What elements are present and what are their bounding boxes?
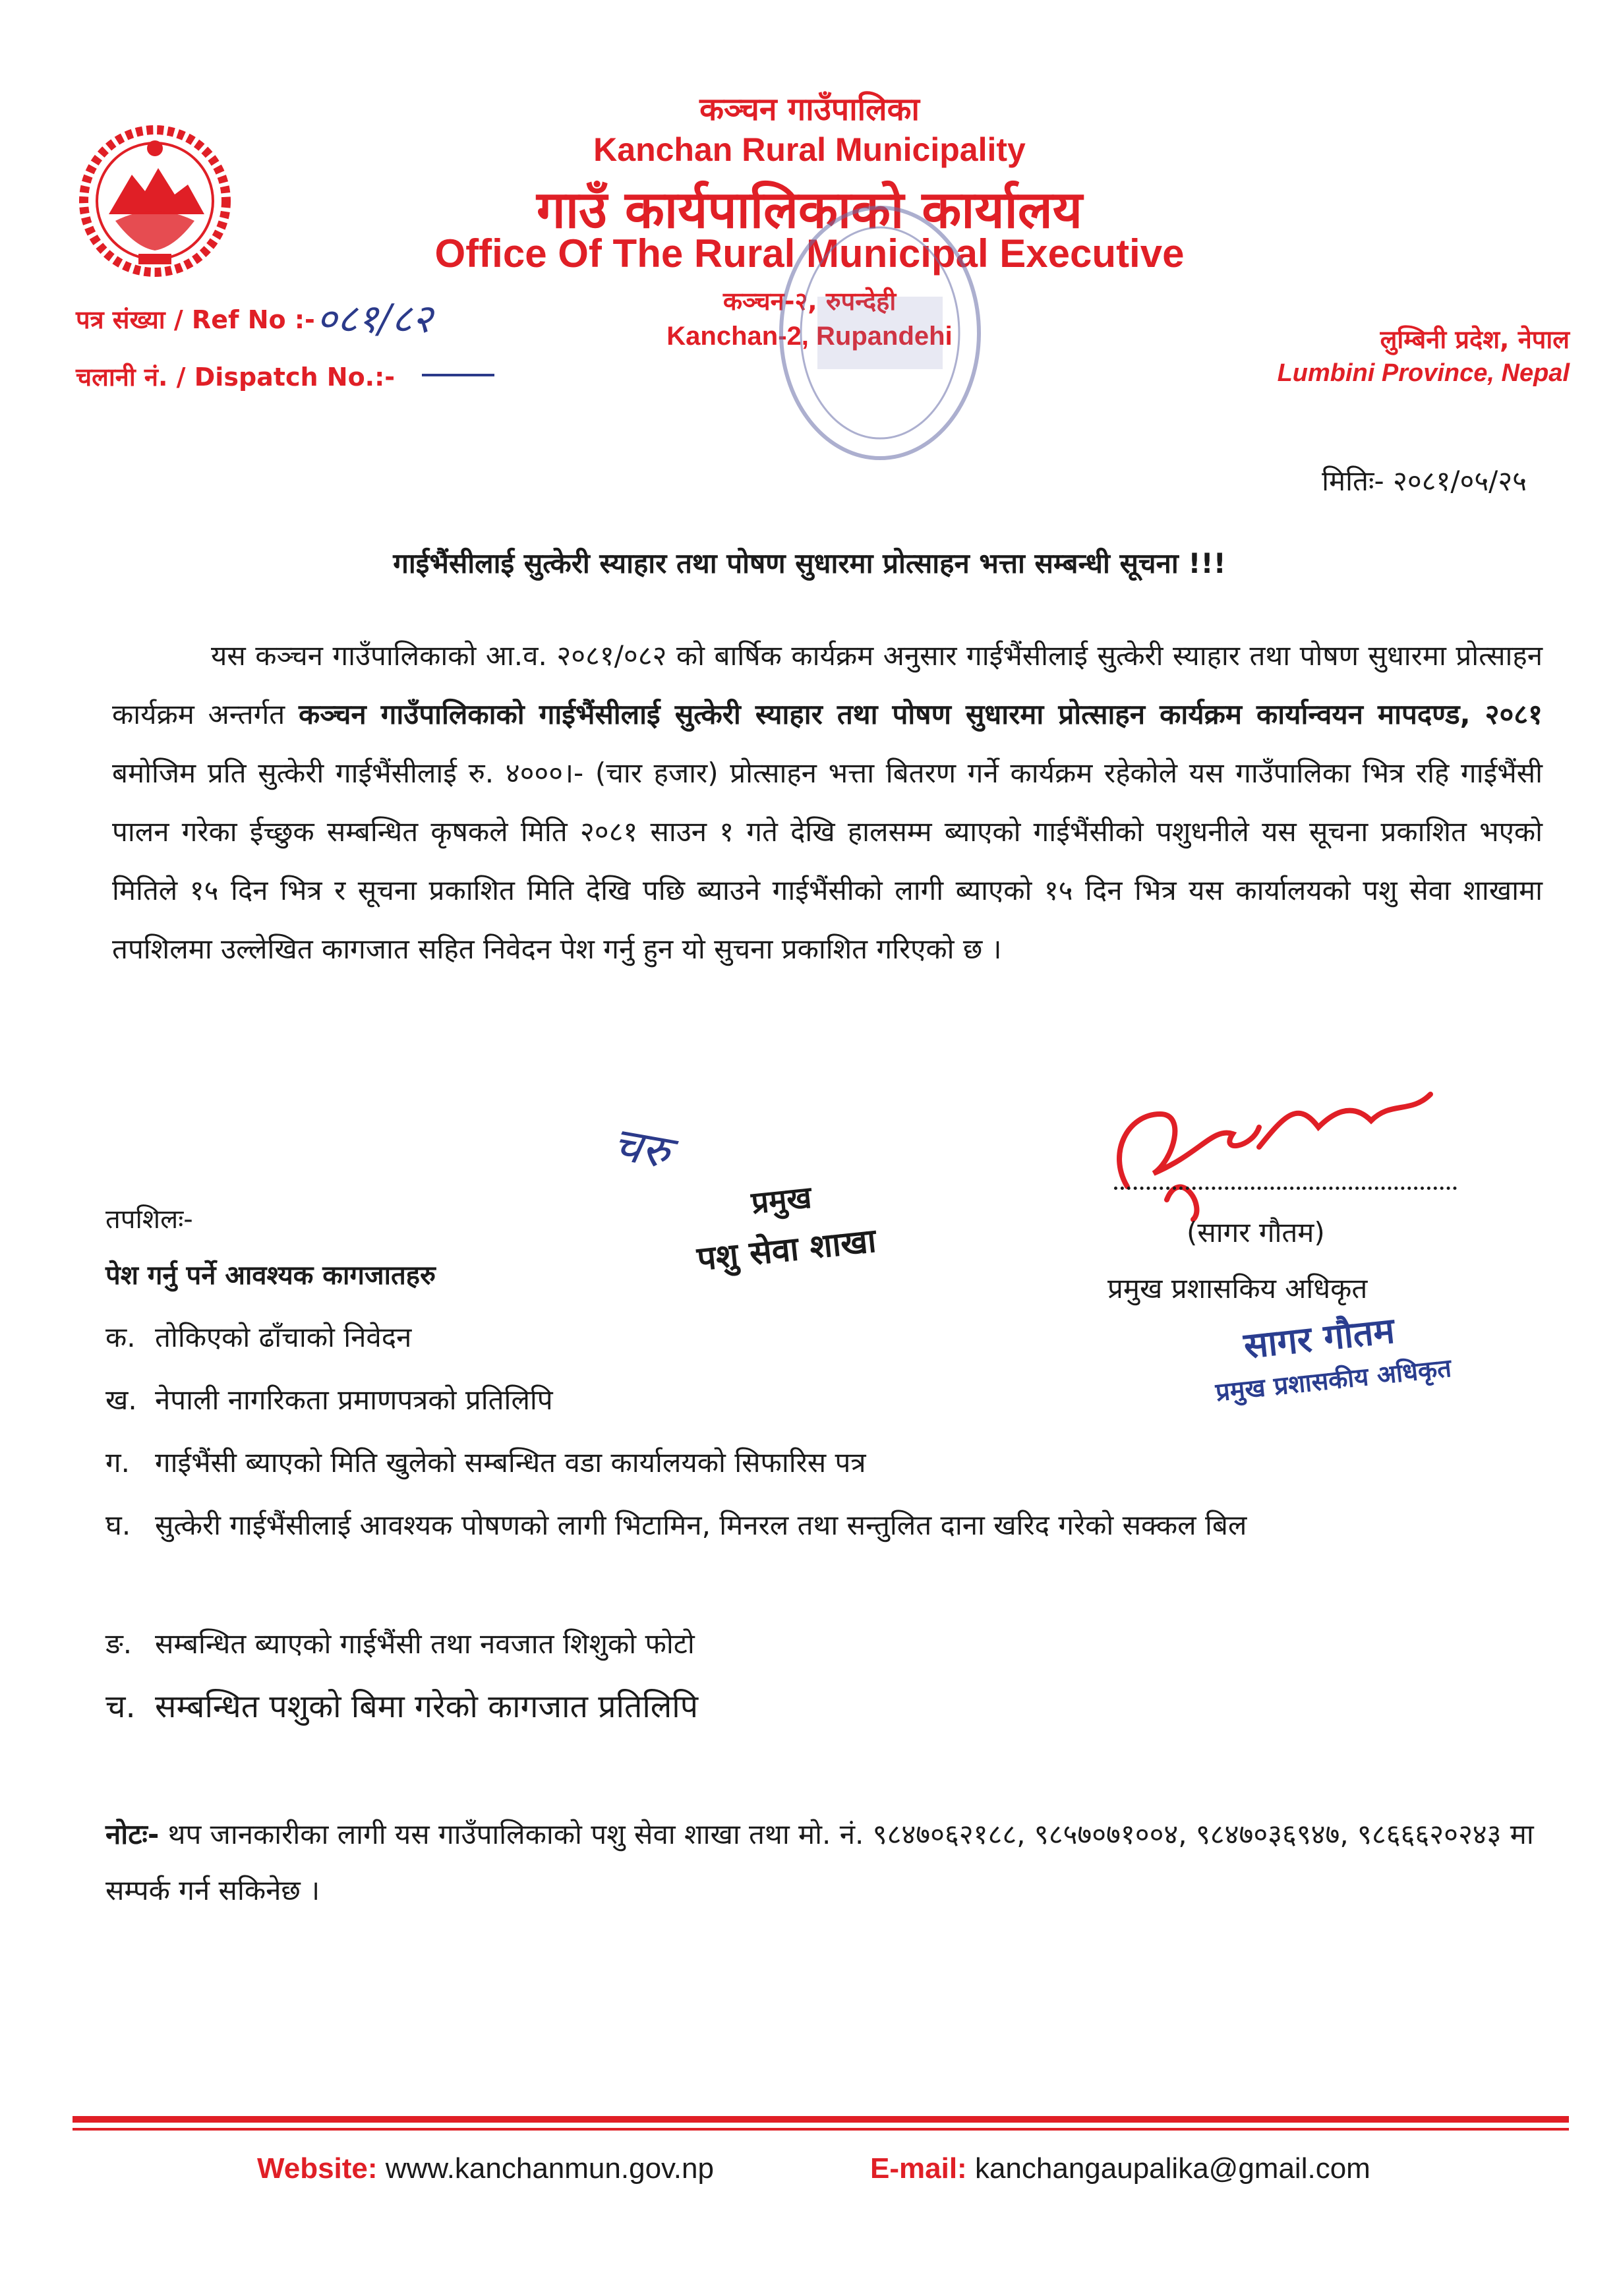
- list-item-label: घ.: [105, 1509, 131, 1541]
- list-item-label: ग.: [105, 1446, 130, 1479]
- handwritten-initial: चरु: [608, 1116, 674, 1179]
- office-seal-stamp-icon: [771, 198, 989, 468]
- municipality-name-np: कञ्चन गाउँपालिका: [699, 91, 920, 128]
- list-item: [105, 1440, 1529, 1485]
- list-item-label: ङ.: [105, 1628, 132, 1660]
- details-heading: तपशिलः-: [105, 1204, 193, 1235]
- dispatch-number-label: चलानी नं. / Dispatch No.:-: [76, 363, 396, 392]
- list-item: [105, 1378, 1529, 1423]
- note-label: नोटः-: [105, 1818, 160, 1850]
- list-item-label: च.: [105, 1688, 136, 1725]
- province-np: लुम्बिनी प्रदेश, नेपाल: [1380, 325, 1570, 354]
- contact-note: [105, 1806, 1536, 1918]
- list-item: [105, 1315, 1529, 1360]
- ref-number-value: ०८१/८२: [316, 296, 433, 342]
- signatory-name: (सागर गौतम): [1187, 1216, 1325, 1249]
- province-en: Lumbini Province, Nepal: [1277, 359, 1570, 387]
- list-item-text: सम्बन्धित पशुको बिमा गरेको कागजात प्रतिलिपि: [155, 1688, 698, 1725]
- list-item-text: सम्बन्धित ब्याएको गाईभैंसी तथा नवजात शिशुको फोटो: [155, 1628, 695, 1660]
- department-stamp-line-1: प्रमुख: [750, 1179, 813, 1221]
- municipality-name-en: Kanchan Rural Municipality: [593, 131, 1026, 168]
- list-item: [105, 1622, 1529, 1666]
- footer-divider-thin: [73, 2128, 1569, 2131]
- list-item-text: तोकिएको ढाँचाको निवेदन: [155, 1321, 412, 1353]
- required-documents-heading: पेश गर्नु पर्ने आवश्यक कागजातहरु: [105, 1260, 436, 1291]
- list-item: [105, 1503, 1529, 1548]
- signatory-title: प्रमुख प्रशासकिय अधिकृत: [1107, 1272, 1368, 1305]
- ref-number-label: पत्र संख्या / Ref No :-: [76, 305, 315, 334]
- list-item: [105, 1684, 1529, 1729]
- name-stamp-line-2: प्रमुख प्रशासकीय अधिकृत: [1214, 1353, 1453, 1407]
- email-link[interactable]: kanchangaupalika@gmail.com: [974, 2152, 1370, 2185]
- dispatch-number-line: [422, 374, 494, 376]
- body-part-1: यस कञ्चन गाउँपालिकाको आ.व. २०८१/०८२ को बार्षिक कार्यक्रम अनुसार गाईभैंसीलाई सुत्केरी स्याहार तथा पोषण सुधारमा प्रोत्साहन कार्यक्रम अन्तर्गत: [112, 639, 1543, 730]
- website-link[interactable]: www.kanchanmun.gov.np: [385, 2152, 714, 2185]
- list-item-label: ख.: [105, 1384, 137, 1416]
- list-item-text: गाईभैंसी ब्याएको मिति खुलेको सम्बन्धित वडा कार्यालयको सिफारिस पत्र: [155, 1446, 866, 1479]
- address-en: Kanchan-2, Rupandehi: [666, 322, 953, 351]
- handwritten-signature-icon: [1101, 1074, 1470, 1226]
- list-item-label: क.: [105, 1321, 136, 1353]
- website-label: Website:: [257, 2152, 378, 2185]
- address-np: कञ्चन-२, रुपन्देही: [722, 287, 897, 316]
- notice-body: [112, 626, 1543, 978]
- office-name-en: Office Of The Rural Municipal Executive: [434, 231, 1185, 276]
- footer-website: [257, 2152, 714, 2185]
- note-text: थप जानकारीका लागी यस गाउँपालिकाको पशु सेवा शाखा तथा मो. नं. ९८४७०६२१८८, ९८५७०७१००४, ९८४७०३६९४७, ९८६६६२०२४३ मा सम्पर्क गर्न सकिनेछ ।: [105, 1818, 1534, 1906]
- body-bold-part: कञ्चन गाउँपालिकाको गाईभैंसीलाई सुत्केरी स्याहार तथा पोषण सुधारमा प्रोत्साहन कार्यक्रम कार्यान्वयन मापदण्ड, २०८१: [299, 698, 1543, 730]
- footer-divider-thick: [73, 2116, 1569, 2123]
- signature-line: [1114, 1187, 1457, 1190]
- footer-email: [870, 2152, 1370, 2185]
- notice-title: गाईभैंसीलाई सुत्केरी स्याहार तथा पोषण सुधारमा प्रोत्साहन भत्ता सम्बन्धी सूचना !!!: [393, 547, 1226, 579]
- email-label: E-mail:: [870, 2152, 967, 2185]
- issue-date: मितिः- २०८१/०५/२५: [1322, 465, 1527, 497]
- list-item-text: नेपाली नागरिकता प्रमाणपत्रको प्रतिलिपि: [155, 1384, 553, 1416]
- office-name-np: गाउँ कार्यपालिकाको कार्यालय: [537, 181, 1082, 240]
- department-stamp-line-2: पशु सेवा शाखा: [695, 1221, 878, 1278]
- name-stamp-line-1: सागर गौतम: [1241, 1309, 1397, 1367]
- body-part-2: बमोजिम प्रति सुत्केरी गाईभैंसीलाई रु. ४०००।- (चार हजार) प्रोत्साहन भत्ता बितरण गर्ने कार्यक्रम रहेकोले यस गाउँपालिका भित्र रहि गाईभैंसी पालन गरेका ईच्छुक सम्बन्धित कृषकले मिति २०८१ साउन १ गते देखि हालसम्म ब्याएको गाईभैंसीको पशुधनीले यस सूचना प्रकाशित भएको मितिले १५ दिन भित्र र सूचना प्रकाशित मिति देखि पछि ब्याउने गाईभैंसीको लागी ब्याएको १५ दिन भित्र यस कार्यालयको पशु सेवा शाखामा तपशिलमा उल्लेखित कागजात सहित निवेदन पेश गर्नु हुन यो सुचना प्रकाशित गरिएको छ ।: [112, 757, 1543, 965]
- list-item-text: सुत्केरी गाईभैंसीलाई आवश्यक पोषणको लागी भिटामिन, मिनरल तथा सन्तुलित दाना खरिद गरेको सक्कल बिल: [155, 1509, 1247, 1541]
- department-stamp: [661, 1162, 908, 1298]
